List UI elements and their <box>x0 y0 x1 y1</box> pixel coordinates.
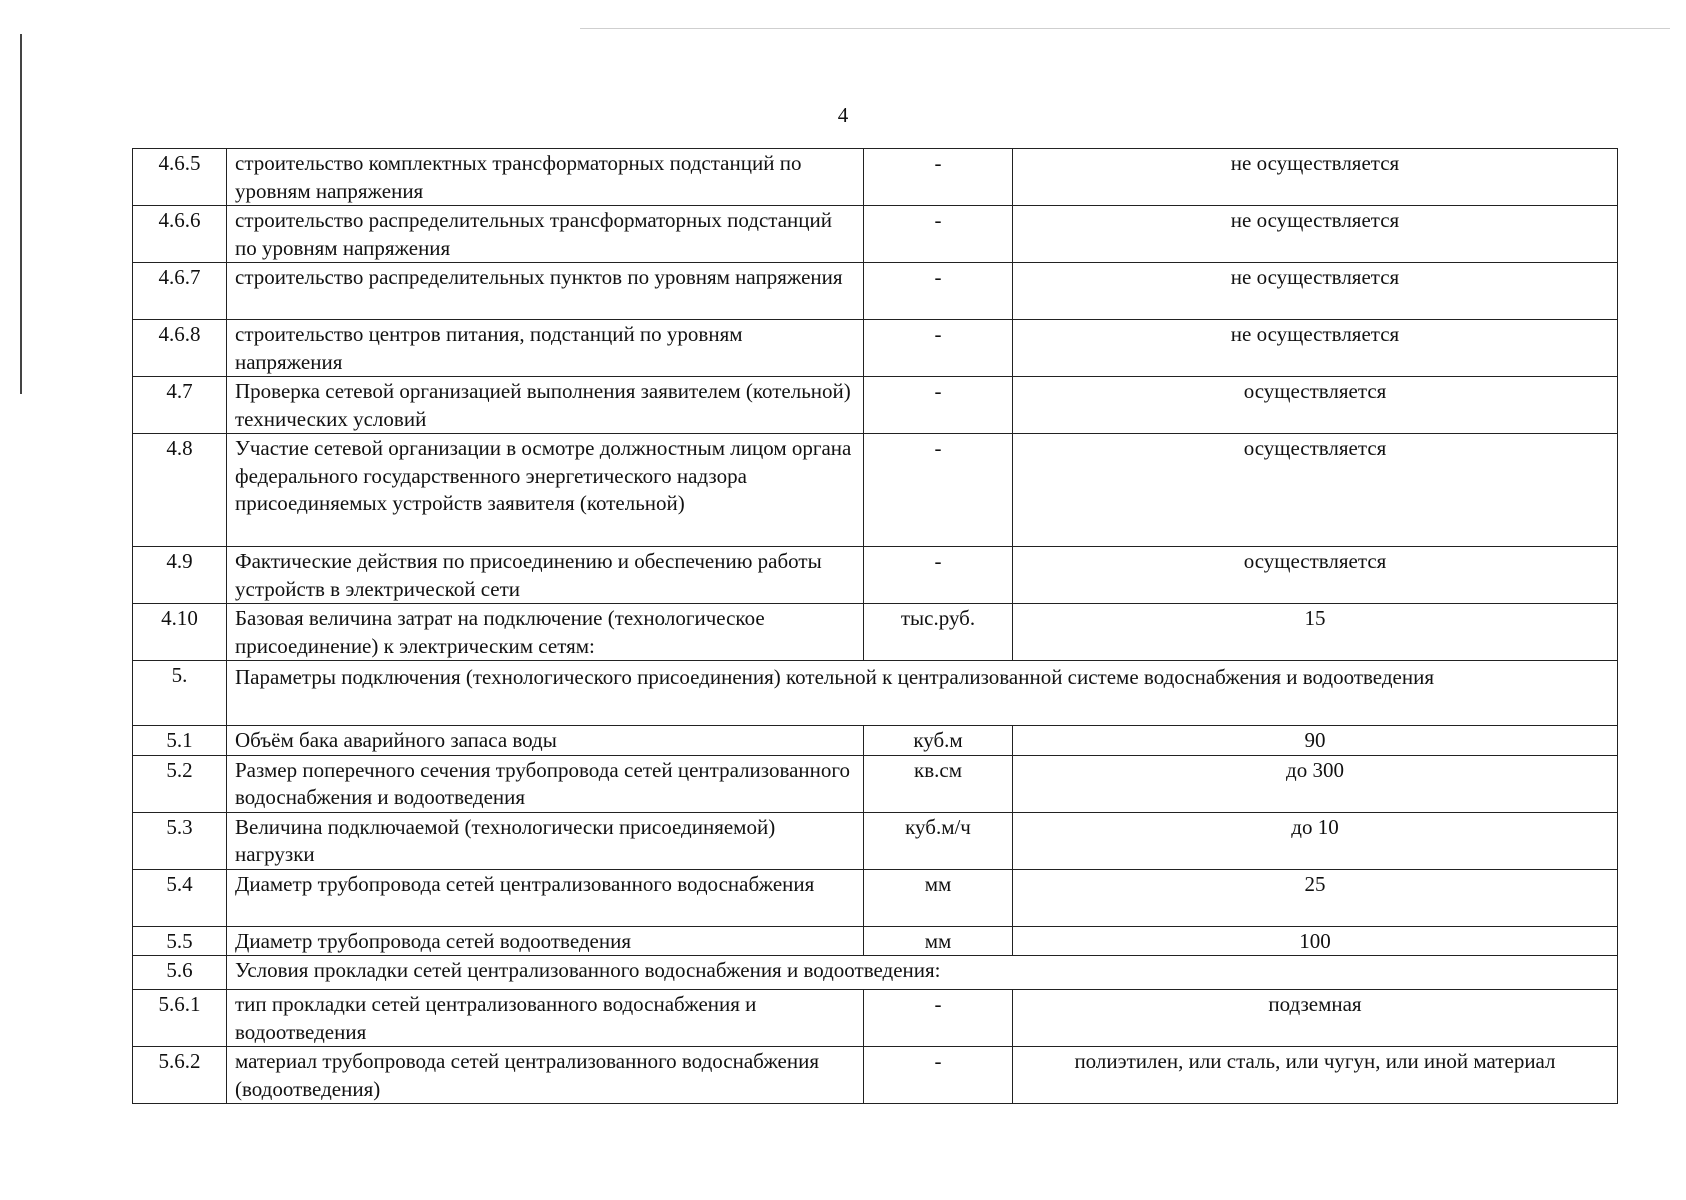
page-number: 4 <box>837 103 849 127</box>
row-number: 5.1 <box>133 726 227 756</box>
table-row <box>133 377 1618 434</box>
table-row <box>133 434 1618 547</box>
table-row <box>133 206 1618 263</box>
row-description: Объём бака аварийного запаса воды <box>227 726 864 756</box>
row-number: 5.6 <box>133 956 227 990</box>
row-value: 25 <box>1013 869 1618 926</box>
row-unit: - <box>864 320 1013 377</box>
table-row <box>133 926 1618 956</box>
row-value: не осуществляется <box>1013 206 1618 263</box>
row-number: 4.10 <box>133 604 227 661</box>
table-row <box>133 149 1618 206</box>
row-description: строительство распределительных трансформаторных подстанций по уровням напряжения <box>227 206 864 263</box>
row-value: подземная <box>1013 990 1618 1047</box>
row-value: не осуществляется <box>1013 320 1618 377</box>
table-row <box>133 755 1618 812</box>
row-number: 4.8 <box>133 434 227 547</box>
table-row <box>133 1047 1618 1104</box>
row-number: 5.5 <box>133 926 227 956</box>
table-row <box>133 956 1618 990</box>
row-unit: - <box>864 206 1013 263</box>
row-unit: - <box>864 263 1013 320</box>
row-value: осуществляется <box>1013 547 1618 604</box>
row-value: до 10 <box>1013 812 1618 869</box>
row-description: материал трубопровода сетей централизованного водоснабжения (водоотведения) <box>227 1047 864 1104</box>
row-description: строительство комплектных трансформаторных подстанций по уровням напряжения <box>227 149 864 206</box>
row-value: не осуществляется <box>1013 263 1618 320</box>
row-unit: кв.см <box>864 755 1013 812</box>
row-unit: - <box>864 990 1013 1047</box>
row-number: 4.7 <box>133 377 227 434</box>
table-row <box>133 320 1618 377</box>
row-value: осуществляется <box>1013 434 1618 547</box>
row-value: 100 <box>1013 926 1618 956</box>
row-unit: тыс.руб. <box>864 604 1013 661</box>
table-row <box>133 604 1618 661</box>
table-row <box>133 869 1618 926</box>
row-number: 5.6.1 <box>133 990 227 1047</box>
row-unit: - <box>864 547 1013 604</box>
row-number: 5.2 <box>133 755 227 812</box>
row-description: Проверка сетевой организацией выполнения заявителем (котельной) технических условий <box>227 377 864 434</box>
table-row <box>133 726 1618 756</box>
scan-edge-left <box>20 34 22 394</box>
row-number: 5.6.2 <box>133 1047 227 1104</box>
row-value: 15 <box>1013 604 1618 661</box>
row-unit: куб.м <box>864 726 1013 756</box>
section-heading: Параметры подключения (технологического присоединения) котельной к централизованной системе водоснабжения и водоотведения <box>227 661 1618 726</box>
row-description: Участие сетевой организации в осмотре должностным лицом органа федерального государственного энергетического надзора присоединяемых устройств заявителя (котельной) <box>227 434 864 547</box>
row-description: Диаметр трубопровода сетей водоотведения <box>227 926 864 956</box>
row-value: осуществляется <box>1013 377 1618 434</box>
scan-edge-top <box>580 28 1670 29</box>
table-row <box>133 812 1618 869</box>
table-row <box>133 547 1618 604</box>
row-value: полиэтилен, или сталь, или чугун, или иной материал <box>1013 1047 1618 1104</box>
row-description: строительство распределительных пунктов по уровням напряжения <box>227 263 864 320</box>
row-value: до 300 <box>1013 755 1618 812</box>
row-description: Базовая величина затрат на подключение (технологическое присоединение) к электрическим сетям: <box>227 604 864 661</box>
row-description: тип прокладки сетей централизованного водоснабжения и водоотведения <box>227 990 864 1047</box>
row-number: 4.6.8 <box>133 320 227 377</box>
row-number: 5. <box>133 661 227 726</box>
row-unit: куб.м/ч <box>864 812 1013 869</box>
section-heading: Условия прокладки сетей централизованного водоснабжения и водоотведения: <box>227 956 1618 990</box>
row-number: 5.4 <box>133 869 227 926</box>
row-description: Фактические действия по присоединению и обеспечению работы устройств в электрической сети <box>227 547 864 604</box>
table-row <box>133 263 1618 320</box>
row-description: Диаметр трубопровода сетей централизованного водоснабжения <box>227 869 864 926</box>
row-unit: - <box>864 377 1013 434</box>
row-value: 90 <box>1013 726 1618 756</box>
row-number: 4.6.5 <box>133 149 227 206</box>
row-value: не осуществляется <box>1013 149 1618 206</box>
row-description: Величина подключаемой (технологически присоединяемой) нагрузки <box>227 812 864 869</box>
table-row <box>133 990 1618 1047</box>
row-unit: - <box>864 1047 1013 1104</box>
row-number: 5.3 <box>133 812 227 869</box>
row-number: 4.9 <box>133 547 227 604</box>
table-row <box>133 661 1618 726</box>
row-description: строительство центров питания, подстанций по уровням напряжения <box>227 320 864 377</box>
row-unit: - <box>864 149 1013 206</box>
row-description: Размер поперечного сечения трубопровода сетей централизованного водоснабжения и водоотведения <box>227 755 864 812</box>
row-unit: мм <box>864 926 1013 956</box>
row-number: 4.6.6 <box>133 206 227 263</box>
row-unit: мм <box>864 869 1013 926</box>
row-number: 4.6.7 <box>133 263 227 320</box>
row-unit: - <box>864 434 1013 547</box>
parameters-table <box>132 148 1618 1104</box>
